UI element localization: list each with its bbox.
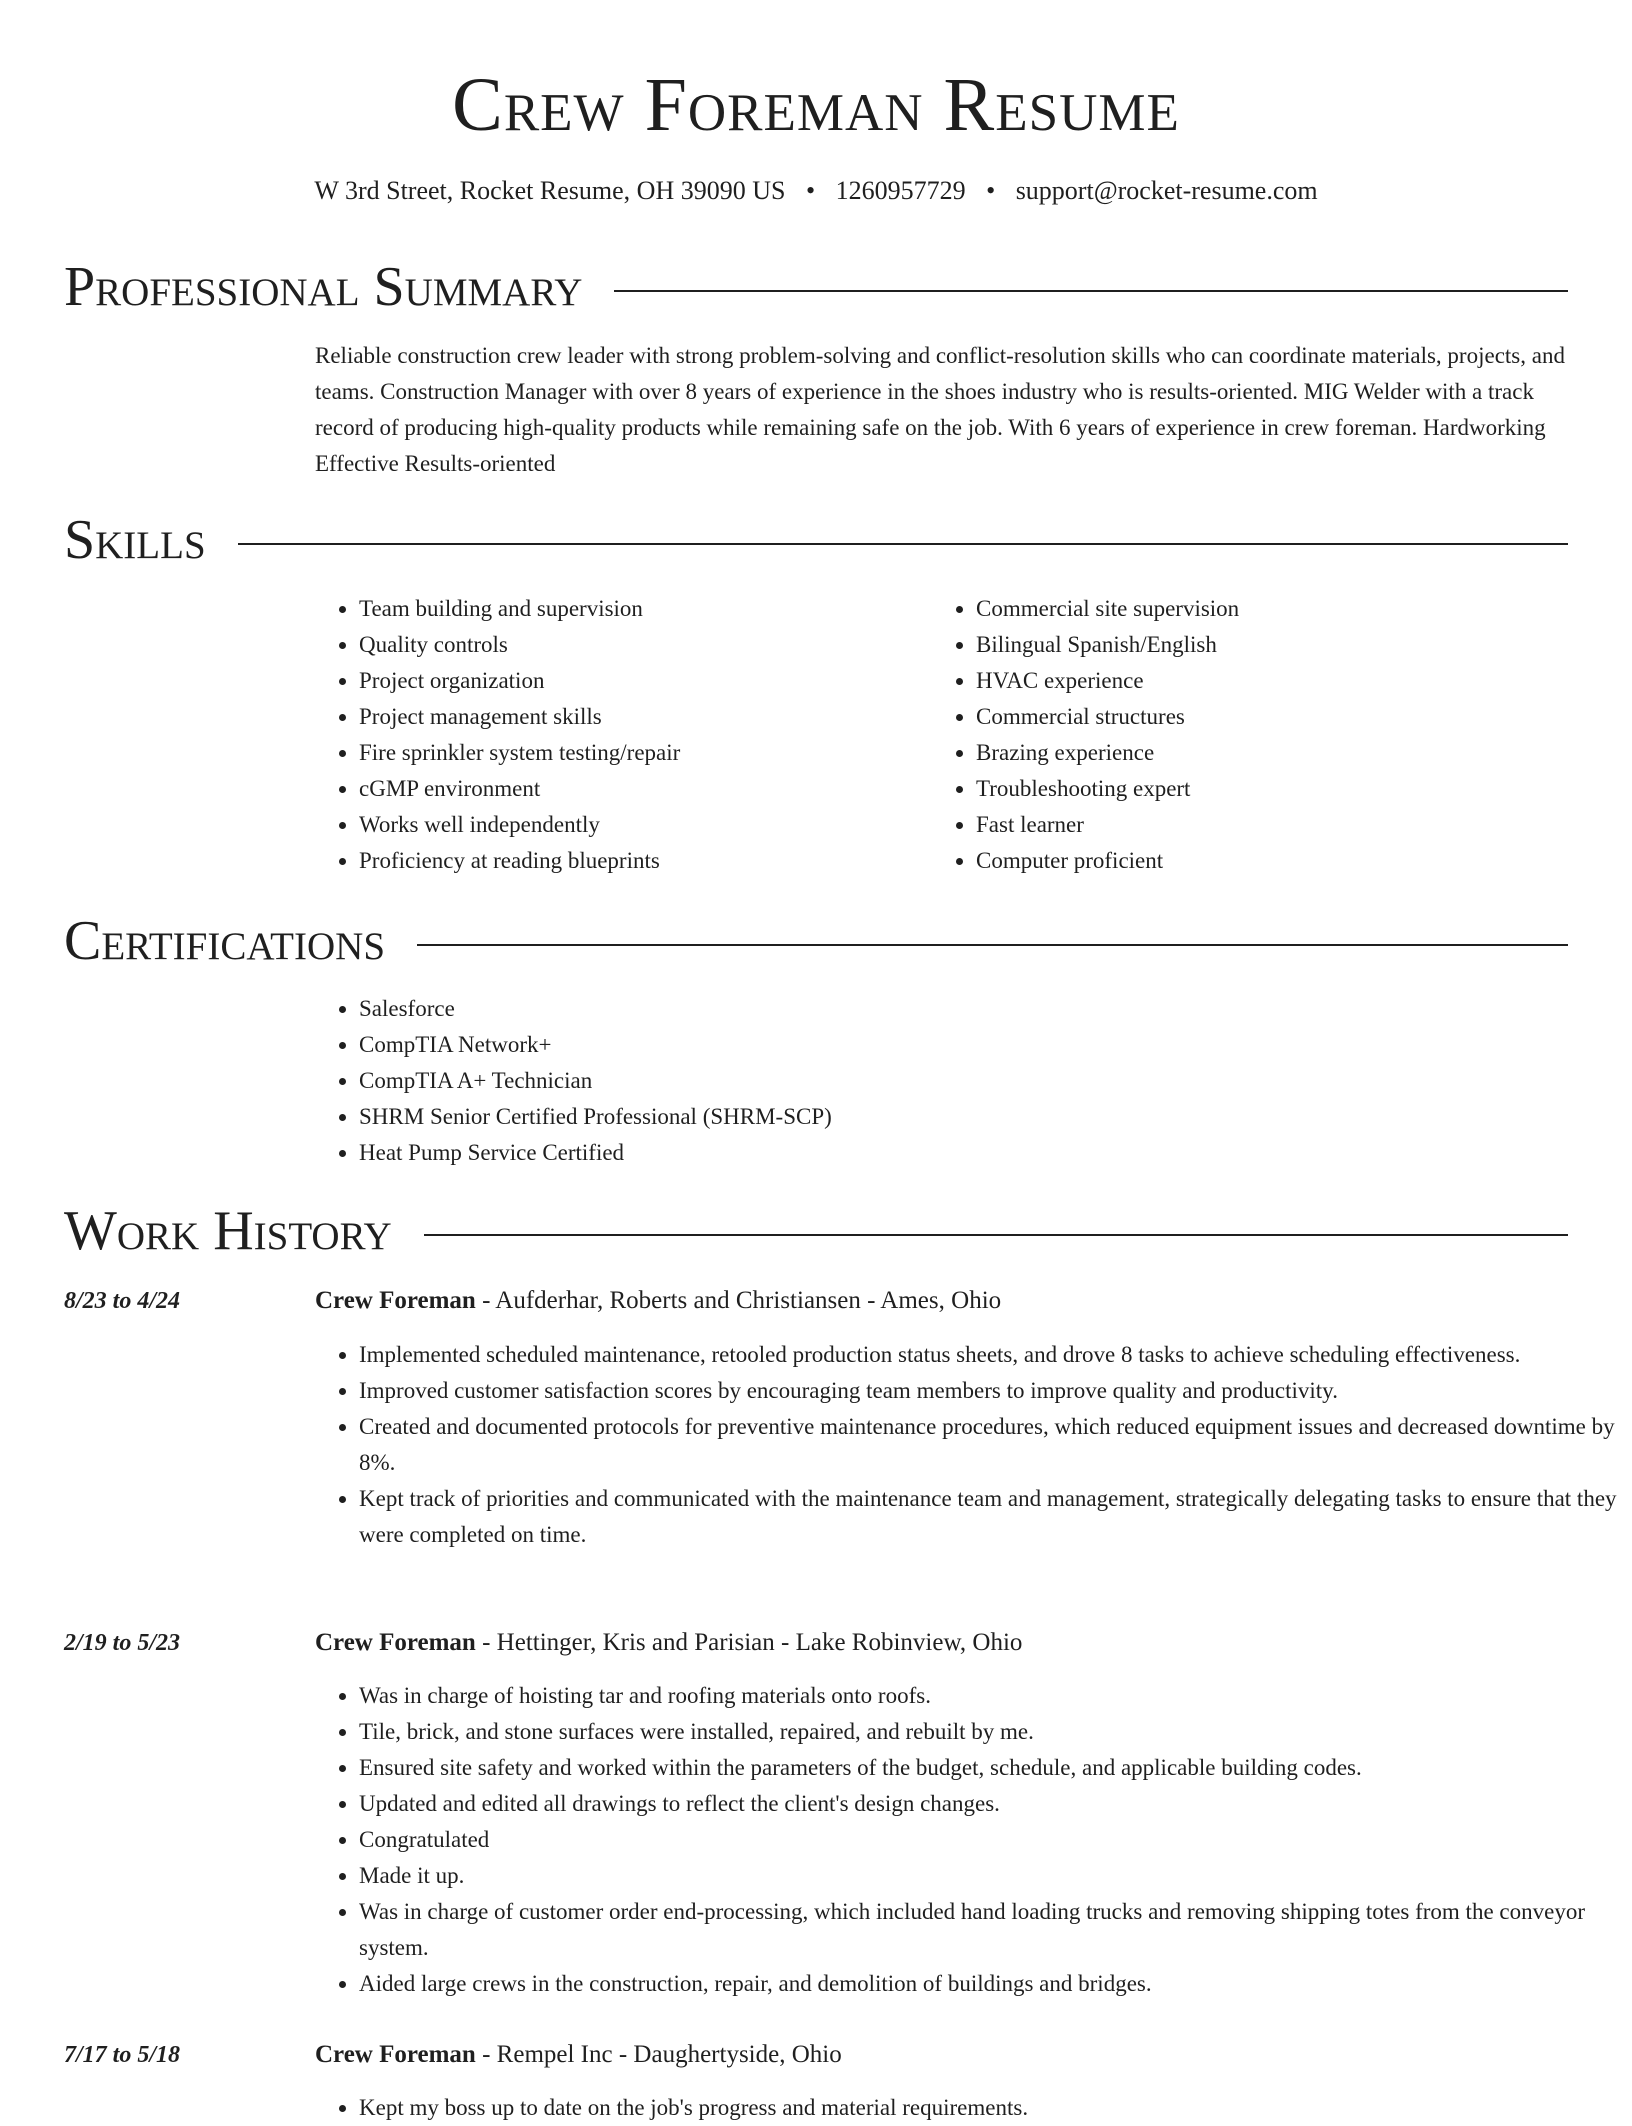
list-item: • Updated and edited all drawings to reflect the client's design changes.	[359, 1786, 1619, 1822]
section-divider	[424, 1234, 1568, 1236]
list-item: • Aided large crews in the construction, repair, and demolition of buildings and bridges.	[359, 1966, 1619, 2002]
list-item: • CompTIA A+ Technician	[359, 1063, 1559, 1099]
list-item: • Team building and supervision	[359, 591, 919, 627]
section-divider	[417, 944, 1568, 946]
list-item: • Fast learner	[976, 807, 1536, 843]
list-item: • Congratulated	[359, 1822, 1619, 1858]
job-heading	[315, 2037, 842, 2073]
section-title: Work History	[64, 1200, 392, 1262]
contact-separator: •	[805, 176, 816, 205]
list-item: • Heat Pump Service Certified	[359, 1135, 1559, 1171]
section-divider	[238, 543, 1568, 545]
list-item: • Troubleshooting expert	[976, 771, 1536, 807]
list-item: • Computer proficient	[976, 843, 1536, 879]
summary-text: Reliable construction crew leader with strong problem-solving and conflict-resolution skills who can coordinate materials, projects, and teams. Construction Manager with over 8 years of experience in the shoes industry who is results-oriented. MIG Welder with a track record of producing high-quality products while remaining safe on the job. With 6 years of experience in crew foreman. Hardworking Effective Results-oriented	[315, 343, 1565, 476]
job-employer-location: - Hettinger, Kris and Parisian - Lake Robinview, Ohio	[475, 1629, 1023, 1656]
section-title: Professional Summary	[64, 256, 583, 318]
section-heading-work-history	[64, 1196, 1568, 1266]
list-item: • Bilingual Spanish/English	[976, 627, 1536, 663]
job-employer-location: - Rempel Inc - Daughertyside, Ohio	[475, 2041, 842, 2068]
job-bullets	[315, 1337, 1619, 1553]
list-item: • cGMP environment	[359, 771, 919, 807]
job-heading	[315, 1625, 1022, 1661]
list-item: • Was in charge of customer order end-processing, which included hand loading trucks and removing shipping totes from the conveyor system.	[359, 1894, 1619, 1966]
list-item: • Ensured site safety and worked within the parameters of the budget, schedule, and applicable building codes.	[359, 1750, 1619, 1786]
list-item: • Quality controls	[359, 627, 919, 663]
list-item: • Was in charge of hoisting tar and roofing materials onto roofs.	[359, 1678, 1619, 1714]
job-dates: 8/23 to 4/24	[64, 1288, 181, 1314]
job-dates: 2/19 to 5/23	[64, 1630, 181, 1656]
list-item: • Commercial site supervision	[976, 591, 1536, 627]
list-item: • Project management skills	[359, 699, 919, 735]
list-item: • Tile, brick, and stone surfaces were installed, repaired, and rebuilt by me.	[359, 1714, 1619, 1750]
list-item: • Proficiency at reading blueprints	[359, 843, 919, 879]
contact-address: W 3rd Street, Rocket Resume, OH 39090 US	[314, 176, 786, 205]
section-heading-certifications	[64, 906, 1568, 976]
section-heading-skills	[64, 505, 1568, 575]
list-item: • Improved customer satisfaction scores by encouraging team members to improve quality and productivity.	[359, 1373, 1619, 1409]
list-item: • Kept track of priorities and communicated with the maintenance team and management, strategically delegating tasks to ensure that they were completed on time.	[359, 1481, 1619, 1553]
certifications-list	[315, 991, 1559, 1171]
job-dates: 7/17 to 5/18	[64, 2042, 181, 2068]
list-item: • Implemented scheduled maintenance, retooled production status sheets, and drove 8 tasks to achieve scheduling effectiveness.	[359, 1337, 1619, 1373]
list-item: • Works well independently	[359, 807, 919, 843]
skills-list-right	[932, 591, 1536, 879]
job-bullets	[315, 1678, 1619, 2002]
list-item: • Fire sprinkler system testing/repair	[359, 735, 919, 771]
section-heading-summary	[64, 252, 1568, 322]
list-item: • Project organization	[359, 663, 919, 699]
contact-separator: •	[986, 176, 996, 205]
contact-line	[0, 174, 1632, 208]
list-item: • Brazing experience	[976, 735, 1536, 771]
list-item: • SHRM Senior Certified Professional (SHRM-SCP)	[359, 1099, 1559, 1135]
contact-email: support@rocket-resume.com	[1015, 176, 1318, 205]
section-title: Certifications	[64, 910, 386, 972]
job-title: Crew Foreman	[315, 2041, 476, 2068]
resume-title: Crew Foreman Resume	[452, 63, 1180, 147]
contact-phone: 1260957729	[835, 176, 966, 205]
list-item: • Salesforce	[359, 991, 1559, 1027]
list-item: • Made it up.	[359, 1858, 1619, 1894]
job-title: Crew Foreman	[315, 1629, 476, 1656]
job-heading	[315, 1283, 1001, 1319]
list-item: • Kept my boss up to date on the job's progress and material requirements.	[359, 2090, 1619, 2126]
list-item: • CompTIA Network+	[359, 1027, 1559, 1063]
job-bullets	[315, 2090, 1619, 2126]
list-item: • HVAC experience	[976, 663, 1536, 699]
job-title: Crew Foreman	[315, 1287, 476, 1314]
list-item: • Created and documented protocols for preventive maintenance procedures, which reduced equipment issues and decreased downtime by 8%.	[359, 1409, 1619, 1481]
list-item: • Commercial structures	[976, 699, 1536, 735]
section-title: Skills	[64, 509, 206, 571]
job-employer-location: - Aufderhar, Roberts and Christiansen - Ames, Ohio	[475, 1287, 1002, 1314]
skills-list-left	[315, 591, 919, 879]
section-divider	[614, 290, 1568, 292]
